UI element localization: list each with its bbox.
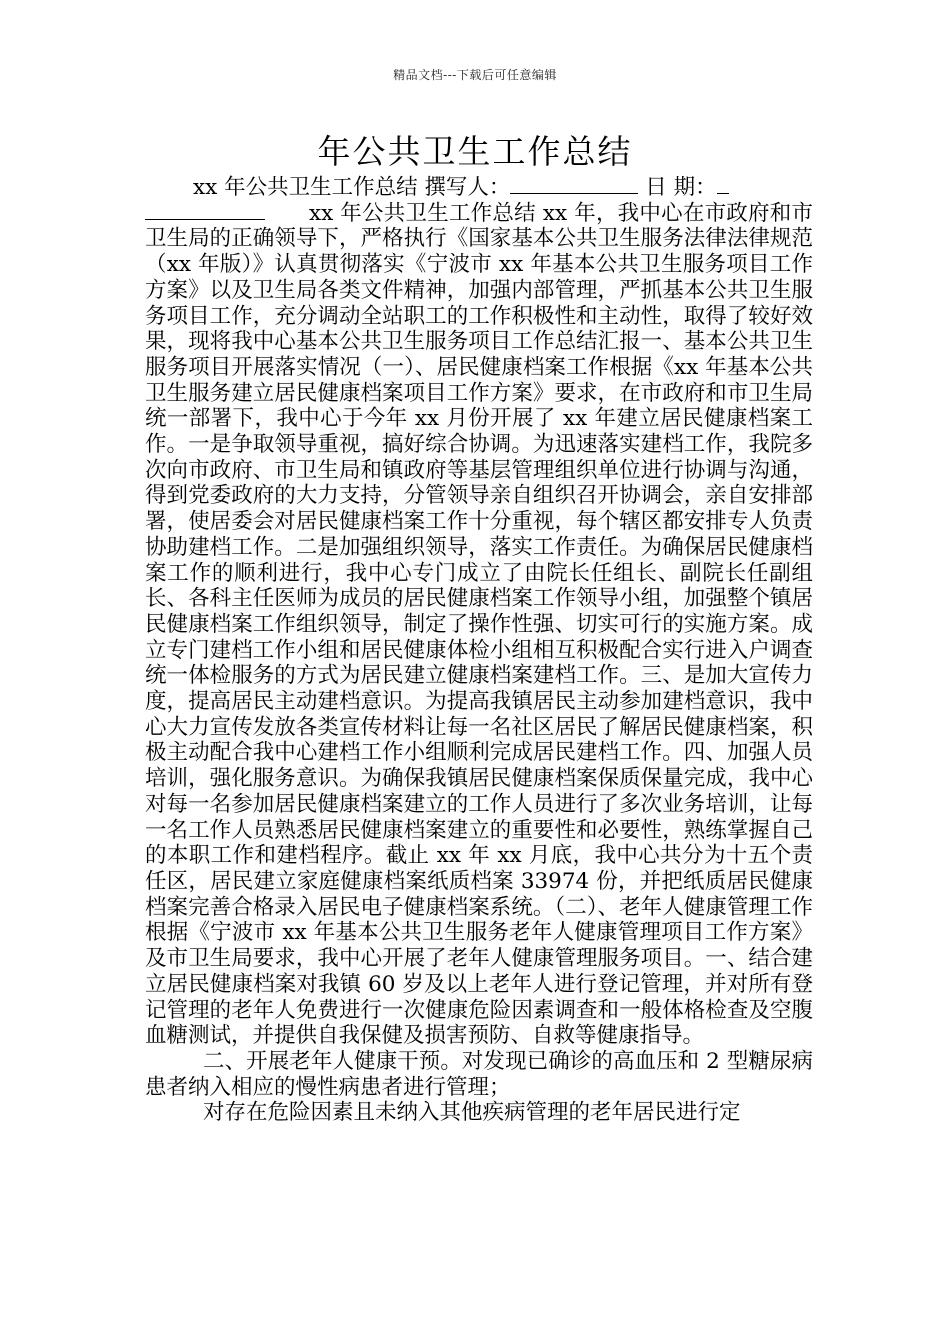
meta-date-label: 日 期：: [638, 175, 717, 200]
paragraph-3: 对存在危险因素且未纳入其他疾病管理的老年居民进行定: [203, 1100, 741, 1126]
date-blank: [717, 175, 729, 194]
writer-blank: [510, 175, 638, 194]
page-header-note: 精品文档---下载后可任意编辑: [393, 68, 557, 82]
document-meta-line: [145, 175, 813, 1049]
document-title: 年公共卫生工作总结: [317, 132, 633, 171]
paragraph-1: xx 年公共卫生工作总结 xx 年，我中心在市政府和市卫生局的正确领导下，严格执行《国家基本公共卫生服务法律法律规范（xx 年版）》认真贯彻落实《宁波市 xx 年基本公共卫生服务项目工作方案》以及卫生局各类文件精神，加强内部管理，严抓基本公共卫生服务项目工作，充分调动全站职工的工作积极性和主动性，取得了较好效果，现将我中心基本公共卫生服务项目工作总结汇报一、基本公共卫生服务项目开展落实情况（一）、居民健康档案工作根据《xx 年基本公共卫生服务建立居民健康档案项目工作方案》要求，在市政府和市卫生局统一部署下，我中心于今年 xx 月份开展了 xx 年建立居民健康档案工作。一是争取领导重视，搞好综合协调。为迅速落实建档工作，我院多次向市政府、市卫生局和镇政府等基层管理组织单位进行协调与沟通，得到党委政府的大力支持，分管领导亲自组织召开协调会，亲自安排部署，使居委会对居民健康档案工作十分重视，每个辖区都安排专人负责协助建档工作。二是加强组织领导，落实工作责任。为确保居民健康档案工作的顺利进行，我中心专门成立了由院长任组长、副院长任副组长、各科主任医师为成员的居民健康档案工作领导小组，加强整个镇居民健康档案工作组织领导，制定了操作性强、切实可行的实施方案。成立专门建档工作小组和居民健康体检小组相互积极配合实行进入户调查统一体检服务的方式为居民建立健康档案建档工作。三、是加大宣传力度，提高居民主动建档意识。为提高我镇居民主动参加建档意识，我中心大力宣传发放各类宣传材料让每一名社区居民了解居民健康档案，积极主动配合我中心建档工作小组顺利完成居民建档工作。四、加强人员培训，强化服务意识。为确保我镇居民健康档案保质保量完成，我中心对每一名参加居民健康档案建立的工作人员进行了多次业务培训，让每一名工作人员熟悉居民健康档案建立的重要性和必要性，熟练掌握自己的本职工作和建档程序。截止 xx 年 xx 月底，我中心共分为十五个责任区，居民建立家庭健康档案纸质档案 33974 份，并把纸质居民健康档案完善合格录入居民电子健康档案系统。（二）、老年人健康管理工作根据《宁波市 xx 年基本公共卫生服务老年人健康管理项目工作方案》及市卫生局要求，我中心开展了老年人健康管理服务项目。一、结合建立居民健康档案对我镇 60 岁及以上老年人进行登记管理，并对所有登记管理的老年人免费进行一次健康危险因素调查和一般体格检查及空腹血糖测试，并提供自我保健及损害预防、自救等健康指导。: [145, 200, 813, 1049]
paragraph-2: 二、开展老年人健康干预。对发现已确诊的高血压和 2 型糖尿病患者纳入相应的慢性病患者进行管理；: [145, 1048, 813, 1100]
document-body: [145, 175, 813, 1126]
date-blank-continued: [145, 201, 265, 220]
meta-lead-text: xx 年公共卫生工作总结 撰写人：: [193, 175, 511, 200]
